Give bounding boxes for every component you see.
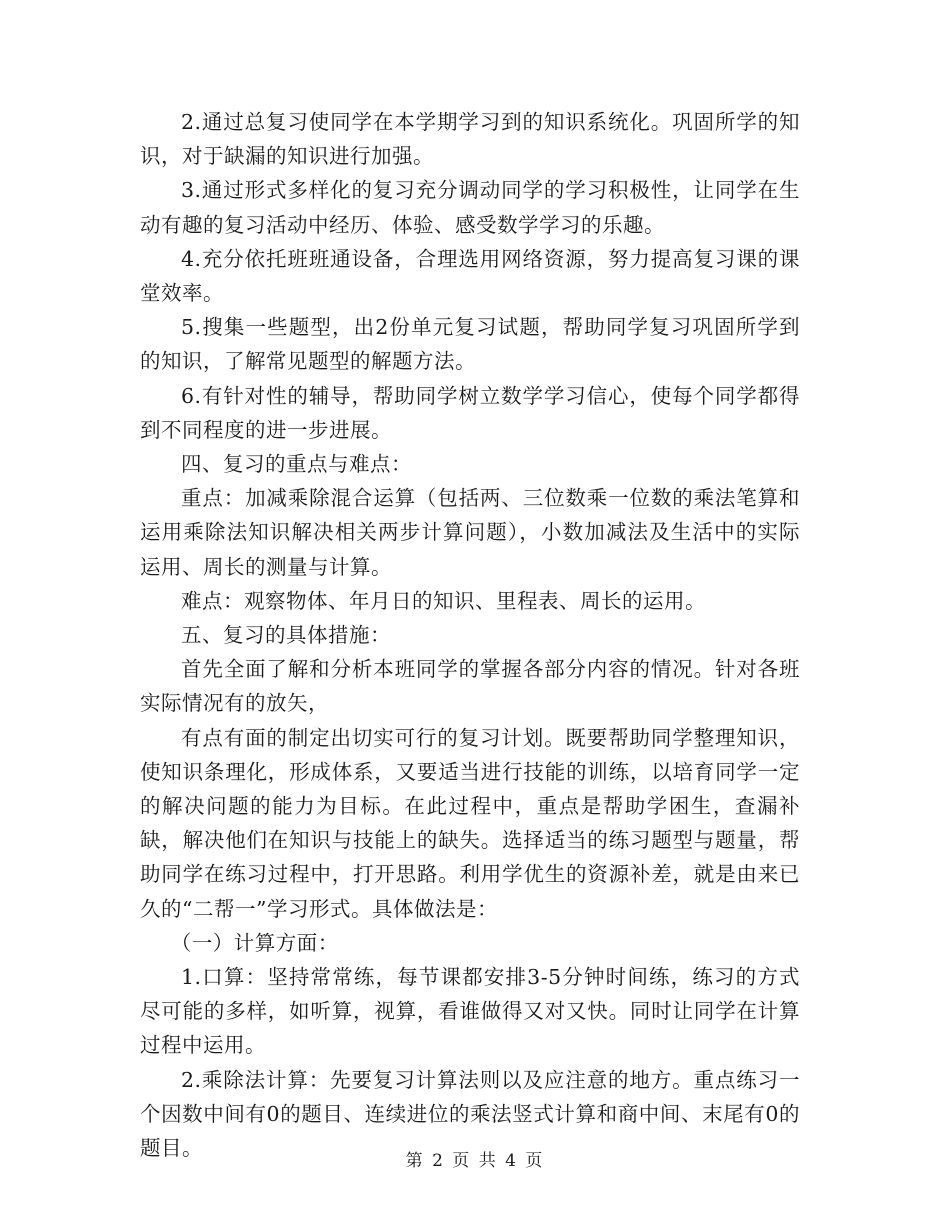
difficult-points-paragraph: 难点：观察物体、年月日的知识、里程表、周长的运用。 bbox=[181, 588, 706, 613]
subsection-heading-calculation: （一）计算方面： bbox=[170, 930, 339, 955]
measures-intro-paragraph: 首先全面了解和分析本班同学的掌握各部分内容的情况。针对各班实际情况有的放矢， bbox=[140, 657, 800, 716]
paragraph-item-3: 3.通过形式多样化的复习充分调动同学的学习积极性，让同学在生动有趣的复习活动中经历、体验、感受数学学习的乐趣。 bbox=[140, 178, 800, 237]
section-heading-5: 五、复习的具体措施： bbox=[181, 623, 391, 648]
section-heading-4: 四、复习的重点与难点： bbox=[181, 452, 412, 477]
oral-calculation-paragraph: 1.口算：坚持常常练，每节课都安排3-5分钟时间练，练习的方式尽可能的多样，如听算，视算，看谁做得又对又快。同时让同学在计算过程中运用。 bbox=[140, 965, 800, 1058]
multiplication-division-paragraph: 2.乘除法计算：先要复习计算法则以及应注意的地方。重点练习一个因数中间有0的题目、连续进位的乘法竖式计算和商中间、末尾有0的题目。 bbox=[140, 1067, 800, 1161]
paragraph-item-5: 5.搜集一些题型，出2份单元复习试题，帮助同学复习巩固所学到的知识，了解常见题型的解题方法。 bbox=[140, 315, 800, 374]
paragraph-item-2: 2.通过总复习使同学在本学期学习到的知识系统化。巩固所学的知识，对于缺漏的知识进行加强。 bbox=[140, 110, 800, 169]
paragraph-item-6: 6.有针对性的辅导，帮助同学树立数学学习信心，使每个同学都得到不同程度的进一步进展。 bbox=[140, 383, 800, 442]
key-points-paragraph: 重点：加减乘除混合运算（包括两、三位数乘一位数的乘法笔算和运用乘除法知识解决相关两步计算问题），小数加减法及生活中的实际运用、周长的测量与计算。 bbox=[140, 486, 800, 579]
paragraph-item-4: 4.充分依托班班通设备，合理选用网络资源，努力提高复习课的课堂效率。 bbox=[140, 246, 800, 306]
page-number-footer: 第 2 页 共 4 页 bbox=[405, 1151, 545, 1171]
measures-plan-paragraph: 有点有面的制定出切实可行的复习计划。既要帮助同学整理知识，使知识条理化，形成体系，又要适当进行技能的训练，以培育同学一定的解决问题的能力为目标。在此过程中，重点是帮助学困生，查漏补缺，解决他们在知识与技能上的缺失。选择适当的练习题型与题量，帮助同学在练习过程中，打开思路。利用学优生的资源补差，就是由来已久的“二帮一”学习形式。具体做法是： bbox=[140, 725, 800, 921]
document-body bbox=[140, 105, 800, 1165]
